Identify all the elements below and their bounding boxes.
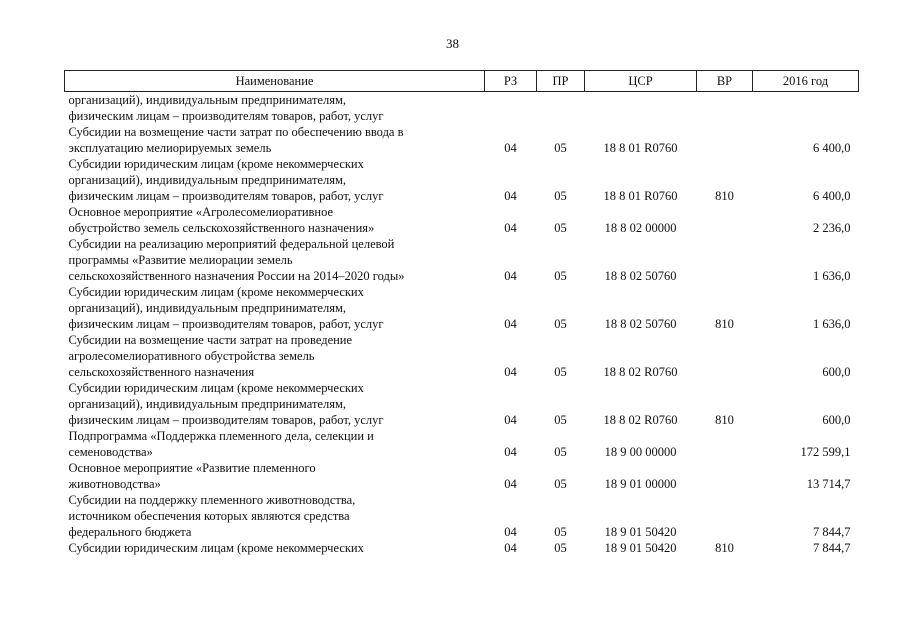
table-row — [65, 380, 859, 428]
table-row — [65, 460, 859, 492]
cell-pr: 05 — [554, 525, 567, 539]
name-line: сельскохозяйственного назначения — [68, 365, 255, 379]
cell-amount: 1 636,0 — [813, 269, 851, 283]
cell-csr: 18 9 01 00000 — [604, 477, 677, 491]
cell-amount: 2 236,0 — [813, 221, 851, 235]
cell-name — [65, 284, 485, 332]
header-name: Наименование — [65, 71, 485, 92]
cell-pr: 05 — [554, 477, 567, 491]
cell-csr — [585, 92, 697, 125]
cell-rz: 04 — [504, 189, 517, 203]
name-line: источником обеспечения которых являются средства — [68, 509, 350, 523]
cell-name — [65, 380, 485, 428]
name-line: программы «Развитие мелиорации земель — [68, 253, 293, 267]
cell-pr: 05 — [554, 189, 567, 203]
cell-csr: 18 8 01 R0760 — [603, 141, 678, 155]
cell-vr: 810 — [715, 413, 734, 427]
cell-csr: 18 8 02 50760 — [604, 269, 677, 283]
cell-name — [65, 332, 485, 380]
header-rz: РЗ — [485, 71, 537, 92]
cell-pr: 05 — [554, 445, 567, 459]
name-line: организаций), индивидуальным предпринимателям, — [68, 173, 346, 187]
cell-csr: 18 9 00 00000 — [604, 445, 677, 459]
cell-name — [65, 204, 485, 236]
table-row — [65, 332, 859, 380]
cell-rz: 04 — [504, 317, 517, 331]
name-line: агролесомелиоративного обустройства земель — [68, 349, 315, 363]
cell-pr: 05 — [554, 413, 567, 427]
cell-vr: 810 — [715, 189, 734, 203]
cell-vr — [697, 236, 753, 284]
cell-rz: 04 — [504, 541, 517, 555]
table-row — [65, 540, 859, 556]
name-line: физическим лицам – производителям товаров, работ, услуг — [68, 413, 384, 427]
cell-amount: 7 844,7 — [813, 525, 851, 539]
cell-vr — [697, 460, 753, 492]
header-vr: ВР — [697, 71, 753, 92]
header-year: 2016 год — [753, 71, 859, 92]
name-line: Основное мероприятие «Развитие племенного — [68, 461, 316, 475]
table-row — [65, 156, 859, 204]
table-body — [65, 92, 859, 557]
name-line: Субсидии юридическим лицам (кроме некоммерческих — [68, 285, 364, 299]
cell-rz: 04 — [504, 413, 517, 427]
cell-name — [65, 156, 485, 204]
name-line: Субсидии юридическим лицам (кроме некоммерческих — [68, 381, 364, 395]
cell-amount: 1 636,0 — [813, 317, 851, 331]
name-line: физическим лицам – производителям товаров, работ, услуг — [68, 109, 384, 123]
cell-csr: 18 8 02 R0760 — [603, 365, 678, 379]
cell-name — [65, 460, 485, 492]
cell-name — [65, 428, 485, 460]
header-csr: ЦСР — [585, 71, 697, 92]
cell-csr: 18 8 02 50760 — [604, 317, 677, 331]
cell-amount: 7 844,7 — [813, 541, 851, 555]
cell-name — [65, 92, 485, 125]
name-line: Субсидии на поддержку племенного животноводства, — [68, 493, 356, 507]
cell-pr: 05 — [554, 365, 567, 379]
cell-rz: 04 — [504, 365, 517, 379]
cell-rz: 04 — [504, 141, 517, 155]
name-line: обустройство земель сельскохозяйственного назначения» — [68, 221, 375, 235]
name-line: Субсидии юридическим лицам (кроме некоммерческих — [68, 157, 364, 171]
table-row — [65, 124, 859, 156]
cell-vr — [697, 428, 753, 460]
cell-csr: 18 8 02 00000 — [604, 221, 677, 235]
name-line: организаций), индивидуальным предпринимателям, — [68, 93, 346, 107]
cell-rz: 04 — [504, 221, 517, 235]
table-header — [65, 71, 859, 92]
cell-rz: 04 — [504, 269, 517, 283]
name-line: Субсидии на возмещение части затрат на проведение — [68, 333, 353, 347]
table-row — [65, 492, 859, 540]
cell-pr: 05 — [554, 269, 567, 283]
name-line: Основное мероприятие «Агролесомелиоративное — [68, 205, 334, 219]
cell-rz: 04 — [504, 477, 517, 491]
cell-vr: 810 — [715, 541, 734, 555]
header-pr: ПР — [537, 71, 585, 92]
cell-pr: 05 — [554, 221, 567, 235]
cell-rz — [485, 92, 537, 125]
cell-vr — [697, 332, 753, 380]
name-line: физическим лицам – производителям товаров, работ, услуг — [68, 317, 384, 331]
cell-amount: 6 400,0 — [813, 141, 851, 155]
cell-vr — [697, 124, 753, 156]
table-row — [65, 428, 859, 460]
table-row — [65, 92, 859, 125]
cell-amount: 13 714,7 — [806, 477, 851, 491]
cell-name — [65, 236, 485, 284]
budget-table — [64, 70, 859, 556]
cell-pr: 05 — [554, 541, 567, 555]
cell-csr: 18 9 01 50420 — [604, 541, 677, 555]
table-row — [65, 284, 859, 332]
cell-amount: 600,0 — [822, 365, 851, 379]
name-line: Подпрограмма «Поддержка племенного дела, селекции и — [68, 429, 374, 443]
cell-csr: 18 8 01 R0760 — [603, 189, 678, 203]
cell-name — [65, 540, 485, 556]
cell-amount: 600,0 — [822, 413, 851, 427]
cell-pr: 05 — [554, 317, 567, 331]
cell-name — [65, 492, 485, 540]
name-line: животноводства» — [68, 477, 161, 491]
cell-rz: 04 — [504, 525, 517, 539]
table-row — [65, 236, 859, 284]
cell-name — [65, 124, 485, 156]
cell-pr: 05 — [554, 141, 567, 155]
name-line: Субсидии на реализацию мероприятий федеральной целевой — [68, 237, 395, 251]
cell-amount: 172 599,1 — [800, 445, 851, 459]
name-line: сельскохозяйственного назначения России на 2014–2020 годы» — [68, 269, 405, 283]
name-line: эксплуатацию мелиорируемых земель — [68, 141, 272, 155]
cell-pr — [537, 92, 585, 125]
page-number: 38 — [446, 36, 459, 51]
name-line: семеноводства» — [68, 445, 153, 459]
cell-amount — [753, 92, 859, 125]
cell-vr: 810 — [715, 317, 734, 331]
name-line: федерального бюджета — [68, 525, 192, 539]
cell-vr — [697, 92, 753, 125]
name-line: Субсидии на возмещение части затрат по обеспечению ввода в — [68, 125, 404, 139]
table-row — [65, 204, 859, 236]
name-line: организаций), индивидуальным предпринимателям, — [68, 301, 346, 315]
cell-vr — [697, 204, 753, 236]
cell-rz: 04 — [504, 445, 517, 459]
name-line: Субсидии юридическим лицам (кроме некоммерческих — [68, 541, 364, 555]
name-line: организаций), индивидуальным предпринимателям, — [68, 397, 346, 411]
cell-csr: 18 8 02 R0760 — [603, 413, 678, 427]
cell-csr: 18 9 01 50420 — [604, 525, 677, 539]
cell-vr — [697, 492, 753, 540]
name-line: физическим лицам – производителям товаров, работ, услуг — [68, 189, 384, 203]
cell-amount: 6 400,0 — [813, 189, 851, 203]
